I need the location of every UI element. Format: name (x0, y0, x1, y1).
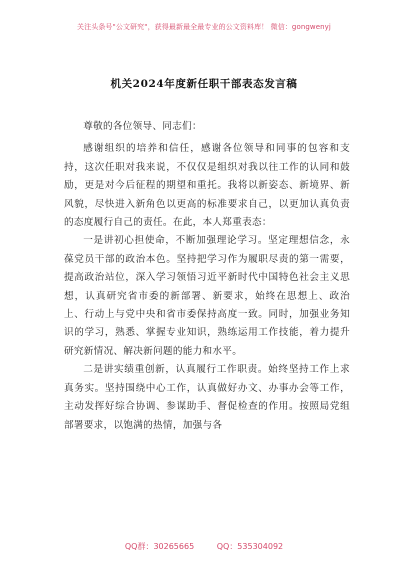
paragraph: 二是讲实绩重创新，认真履行工作职责。始终坚持工作上求真务实。坚持围绕中心工作，认真做好办文、办事办会等工作，主动发挥好综合协调、参谋助手、督促检查的作用。按照局党组部署要求，以饱满的热情，加强与各 (64, 364, 350, 431)
document-body (64, 118, 350, 435)
document-title: 机关2024年度新任职干部表态发言稿 (110, 78, 298, 90)
paragraph: 一是讲初心担使命，不断加强理论学习。坚定理想信念，永葆党员干部的政治本色。坚持把学习作为履职尽责的第一需要，提高政治站位，深入学习领悟习近平新时代中国特色社会主义思想，认真研究省市委的新部署、新要求，始终在思想上、政治上、行动上与党中央和省市委保持高度一致。同时，加强业务知识的学习，熟悉、掌握专业知识，熟练运用工作技能，着力提升研究新情况、解决新问题的能力和水平。 (64, 235, 350, 357)
paragraph: 感谢组织的培养和信任，感谢各位领导和同事的包容和支持，这次任职对我来说，不仅仅是组织对我以往工作的认同和鼓励，更是对今后征程的期望和重托。我将以新姿态、新境界、新风貌，尽快进入新角色以更高的标准要求自己，以更加认真负责的态度履行自己的责任。在此，本人郑重表态： (64, 143, 350, 229)
footer-contacts (0, 541, 408, 552)
header-notice: 关注头条号"公文研究"，获得最新最全最专业的公文资料库！ 微信：gongwenyj (77, 23, 331, 31)
footer-qq-group: QQ群：30265665 (124, 542, 195, 551)
greeting: 尊敬的各位领导、同志们： (83, 121, 202, 132)
footer-qq: QQ：535304092 (216, 542, 284, 551)
